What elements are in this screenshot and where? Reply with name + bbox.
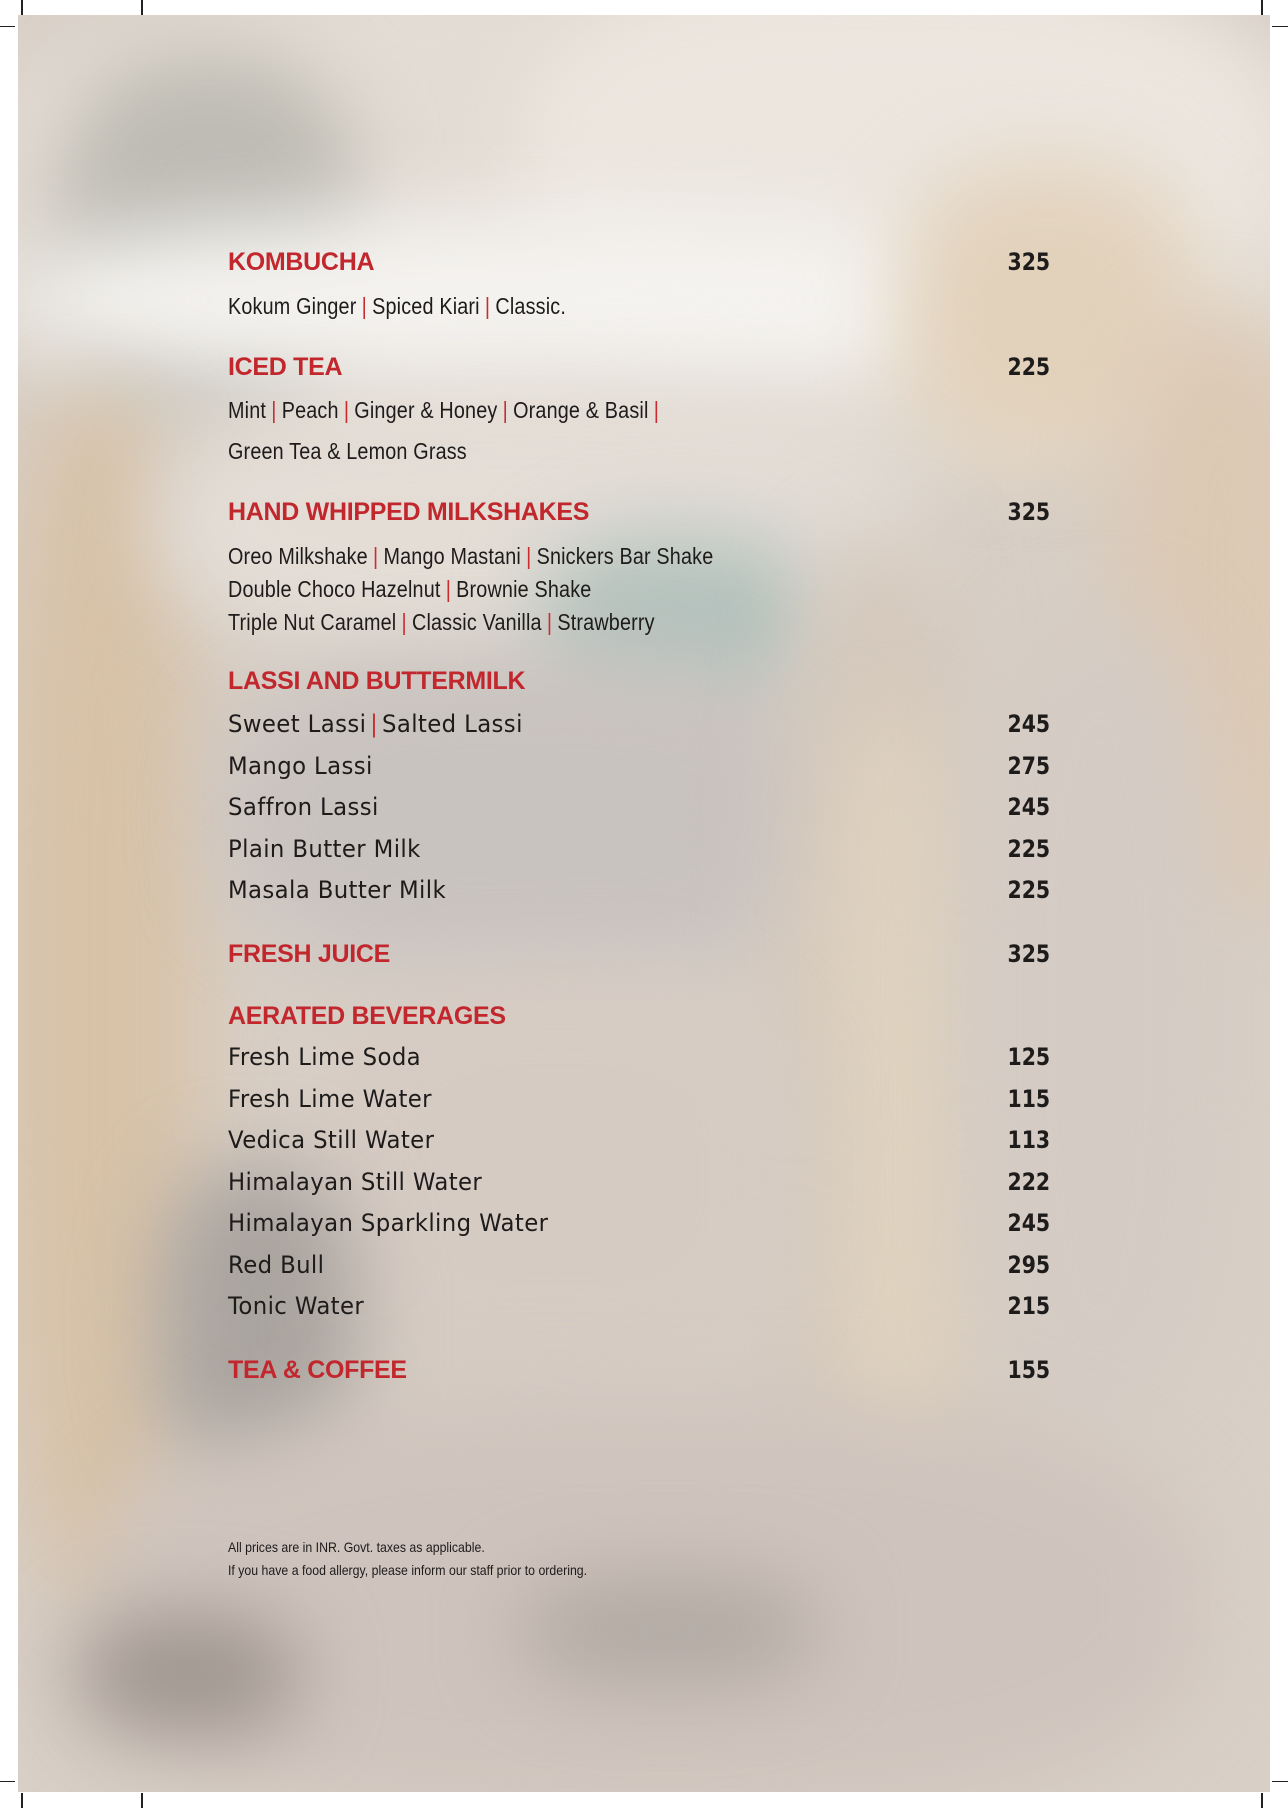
variants-line	[228, 543, 713, 570]
separator: |	[370, 710, 379, 738]
item-price: 245	[1007, 793, 1050, 821]
item-name: Sweet Lassi	[228, 710, 367, 738]
variant: Double Choco Hazelnut	[228, 576, 441, 602]
variant: Triple Nut Caramel	[228, 609, 397, 635]
section-heading-milkshakes: HAND WHIPPED MILKSHAKES	[228, 498, 590, 526]
variant: Kokum Ginger	[228, 293, 357, 319]
variant: Green Tea & Lemon Grass	[228, 438, 467, 464]
section-heading-tea-coffee: TEA & COFFEE	[228, 1356, 407, 1384]
menu-item: Tonic Water	[228, 1292, 365, 1320]
item-price: 215	[1007, 1292, 1050, 1320]
item-price: 125	[1007, 1043, 1050, 1071]
menu-item: Masala Butter Milk	[228, 876, 447, 904]
section-heading-iced-tea: ICED TEA	[228, 353, 343, 381]
variant: Snickers Bar Shake	[536, 543, 714, 569]
variants-line	[228, 293, 566, 320]
section-heading-kombucha: KOMBUCHA	[228, 248, 375, 276]
item-price: 245	[1007, 1209, 1050, 1237]
price-iced-tea: 225	[1007, 353, 1050, 381]
item-price: 113	[1007, 1126, 1050, 1154]
separator: |	[484, 293, 491, 319]
menu-item: Saffron Lassi	[228, 793, 379, 821]
item-price: 222	[1007, 1168, 1050, 1196]
menu-item: Himalayan Still Water	[228, 1168, 483, 1196]
separator: |	[372, 543, 379, 569]
menu-item: Red Bull	[228, 1251, 325, 1279]
price-tea-coffee: 155	[1007, 1356, 1050, 1384]
separator: |	[502, 397, 508, 423]
menu-item: Mango Lassi	[228, 752, 373, 780]
separator: |	[343, 397, 350, 423]
menu-item	[228, 710, 523, 738]
variant: Orange & Basil	[513, 397, 649, 423]
price-milkshakes: 325	[1007, 498, 1050, 526]
variant: Oreo Milkshake	[228, 543, 368, 569]
separator: |	[401, 609, 407, 635]
price-fresh-juice: 325	[1007, 940, 1050, 968]
section-heading-lassi: LASSI AND BUTTERMILK	[228, 667, 526, 695]
variant: Peach	[281, 397, 339, 423]
section-heading-fresh-juice: FRESH JUICE	[228, 940, 391, 968]
variants-line	[228, 576, 591, 603]
menu-item: Fresh Lime Water	[228, 1085, 432, 1113]
separator: |	[271, 397, 277, 423]
variants-line	[228, 438, 467, 465]
separator: |	[526, 543, 532, 569]
item-price: 115	[1007, 1085, 1050, 1113]
menu-item: Fresh Lime Soda	[228, 1043, 422, 1071]
separator: |	[653, 397, 660, 423]
separator: |	[361, 293, 367, 319]
variant: Brownie Shake	[456, 576, 592, 602]
menu-item: Himalayan Sparkling Water	[228, 1209, 549, 1237]
variant: Classic Vanilla	[411, 609, 542, 635]
price-kombucha: 325	[1007, 248, 1050, 276]
item-name: Salted Lassi	[381, 710, 523, 738]
variant: Classic.	[495, 293, 567, 319]
item-price: 275	[1007, 752, 1050, 780]
section-heading-aerated-beverages: AERATED BEVERAGES	[228, 1002, 506, 1030]
variants-line	[228, 609, 655, 636]
menu-item: Vedica Still Water	[228, 1126, 435, 1154]
item-price: 295	[1007, 1251, 1050, 1279]
variant: Mango Mastani	[383, 543, 521, 569]
footer-note-prices: All prices are in INR. Govt. taxes as applicable.	[228, 1539, 485, 1555]
variant: Strawberry	[557, 609, 655, 635]
separator: |	[546, 609, 553, 635]
item-price: 245	[1007, 710, 1050, 738]
footer-note-allergy: If you have a food allergy, please inform our staff prior to ordering.	[228, 1562, 588, 1578]
variant: Mint	[228, 397, 267, 423]
variants-line	[228, 397, 664, 424]
separator: |	[445, 576, 452, 602]
variant: Ginger & Honey	[354, 397, 498, 423]
item-price: 225	[1007, 835, 1050, 863]
item-price: 225	[1007, 876, 1050, 904]
menu-item: Plain Butter Milk	[228, 835, 421, 863]
variant: Spiced Kiari	[372, 293, 480, 319]
